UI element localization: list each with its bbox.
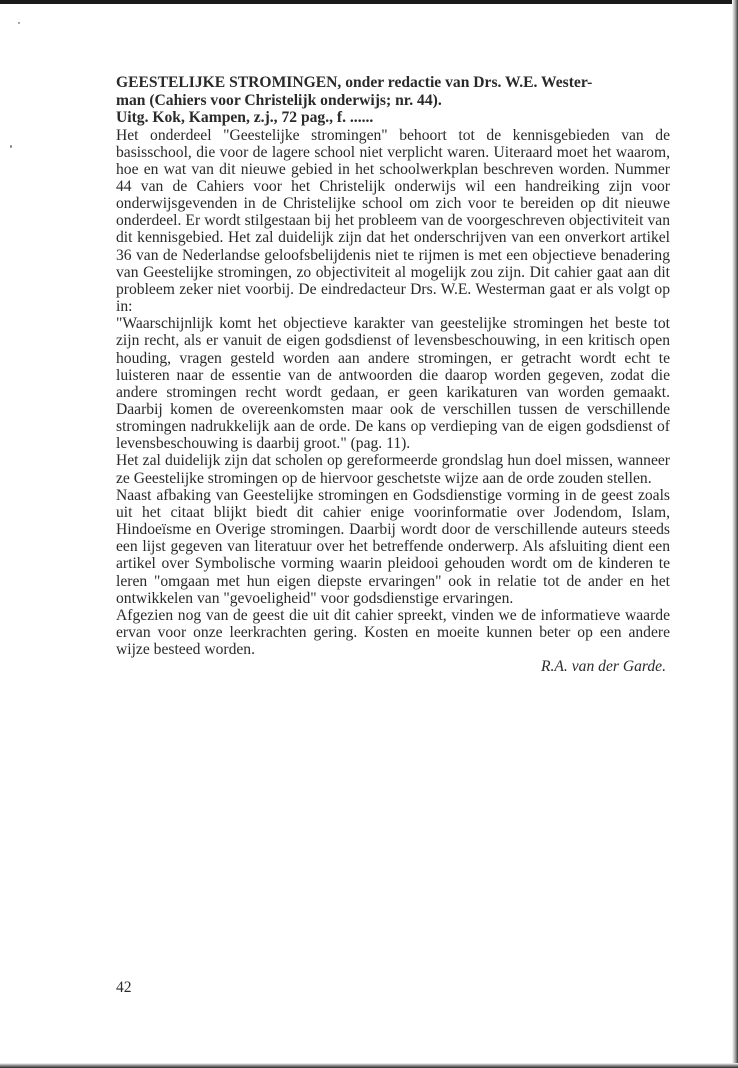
scan-bottom-edge bbox=[0, 1063, 738, 1068]
review-paragraph-contents: Naast afbaking van Geestelijke stromingen en Godsdienstige vorming in de geest zoals uit het citaat blijkt biedt dit cahier enige voorinformatie over Jodendom, Islam, Hindoeïsme en Overige stromingen. Daarbij wordt door de verschillende auteurs steeds een lijst gegeven van literatuur over het betreffende onderwerp. Als afsluiting dient een artikel over Symbolische vorming waarin pleidooi gehouden wordt om de kinderen te leren "omgaan met hun eigen diepste ervaringen" ook in relatie tot de ander en het ontwikkelen van "gevoeligheid" voor godsdienstige ervaringen. bbox=[116, 486, 670, 607]
scan-top-edge bbox=[0, 0, 738, 4]
page-number: 42 bbox=[116, 979, 132, 996]
review-paragraph-quote: "Waarschijnlijk komt het objectieve karakter van geestelijke stromingen het beste tot zijn recht, als er vanuit de eigen godsdienst of levensbeschouwing, in een kritisch open houding, vragen gesteld worden aan andere stromingen, er getracht wordt echt te luisteren naar de essentie van de antwoorden die daarop worden gegeven, zodat die andere stromingen recht wordt gedaan, er geen karikaturen van worden gemaakt. Daarbij komen de overeenkomsten maar ook de verschillen tussen de verschillende stromingen nadrukkelijk aan de orde. De kans op verdieping van de eigen godsdienst of levensbeschouwing is daarbij groot." (pag. 11). bbox=[116, 315, 670, 453]
reviewer-signature: R.A. van der Garde. bbox=[540, 658, 666, 676]
scan-speck bbox=[18, 22, 20, 24]
scan-right-edge bbox=[732, 0, 738, 1068]
review-header-line-1: GEESTELIJKE STROMINGEN, onder redactie van Drs. W.E. Wester- bbox=[116, 74, 593, 91]
review-paragraph-conclusion: Het zal duidelijk zijn dat scholen op gereformeerde grondslag hun doel missen, wanneer ze Geestelijke stromingen op de hiervoor geschetste wijze aan de orde zouden stellen. bbox=[116, 452, 670, 487]
book-review bbox=[116, 74, 670, 676]
scan-speck bbox=[10, 145, 12, 148]
review-header bbox=[116, 74, 670, 127]
review-header-line-2: man (Cahiers voor Christelijk onderwijs; nr. 44). bbox=[116, 91, 442, 109]
review-paragraph-verdict: Afgezien nog van de geest die uit dit cahier spreekt, vinden we de informatieve waarde ervan voor onze leerkrachten gering. Kosten en moeite kunnen beter op een andere wijze besteed worden. bbox=[116, 606, 670, 659]
review-header-line-3: Uitg. Kok, Kampen, z.j., 72 pag., f. ...... bbox=[116, 109, 374, 126]
review-paragraph-intro: Het onderdeel "Geestelijke stromingen" behoort tot de kennisgebieden van de basisschool, die voor de lagere school niet verplicht waren. Uiteraard moet het waarom, hoe en wat van dit nieuwe gebied in het schoolwerkplan beschreven worden. Nummer 44 van de Cahiers voor het Christelijk onderwijs wil een handreiking zijn voor onderwijsgevenden in de Christelijke school om zich voor te bereiden op dit nieuwe onderdeel. Er wordt stilgestaan bij het probleem van de voorgeschreven objectiviteit van dit kennisgebied. Het zal duidelijk zijn dat het onderschrijven van een onverkort artikel 36 van de Nederlandse geloofsbelijdenis niet te rijmen is met een objectieve benadering van Geestelijke stromingen, zo objectiviteit al mogelijk zou zijn. Dit cahier gaat aan dit probleem zeker niet voorbij. De eindredacteur Drs. W.E. Westerman gaat er als volgt op in: bbox=[116, 126, 670, 316]
